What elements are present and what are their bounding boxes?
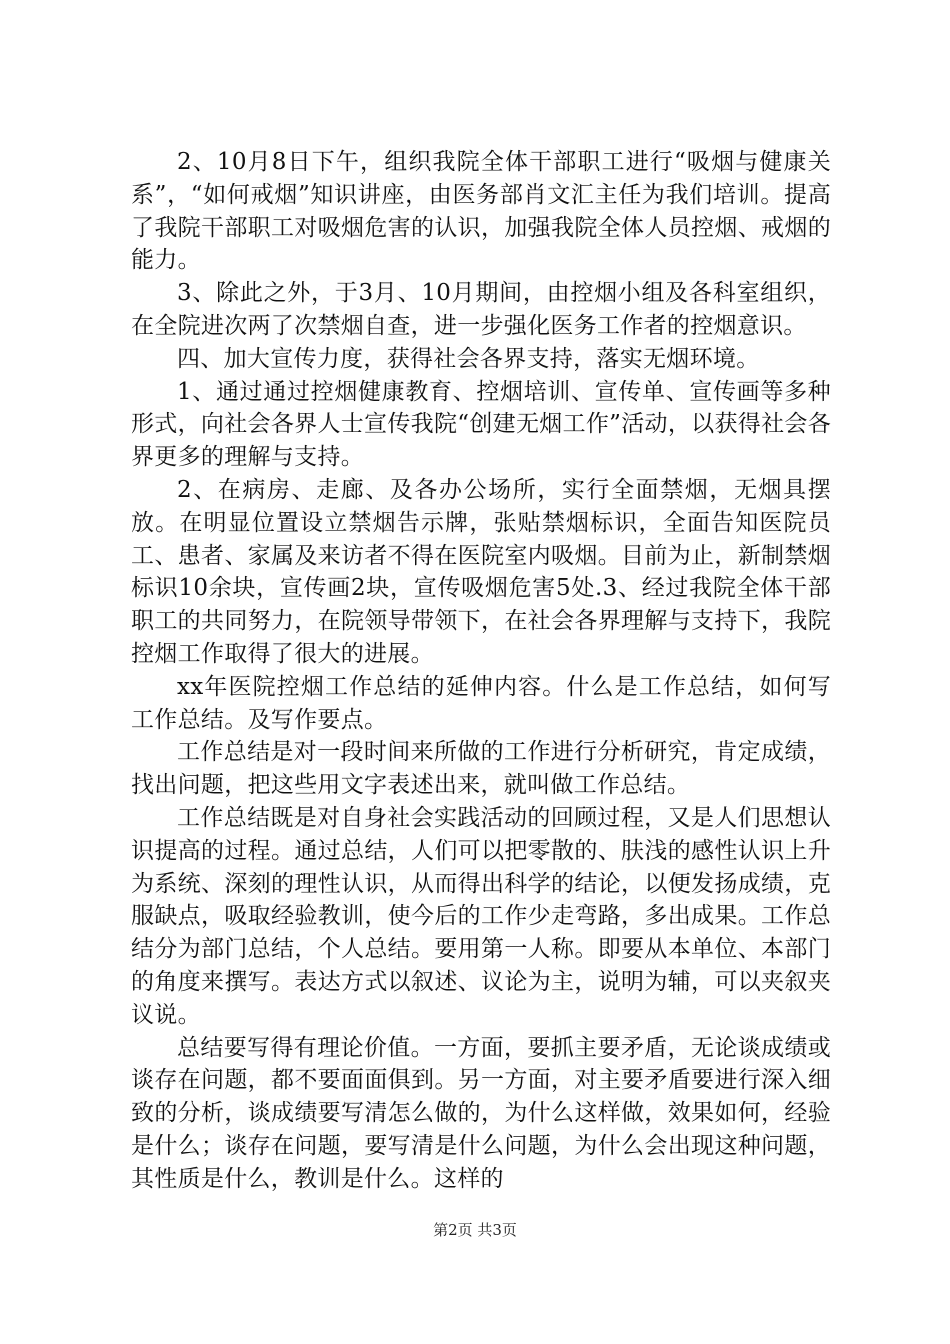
- paragraph-self-inspection: 3、除此之外，于3月、10月期间，由控烟小组及各科室组织，在全院进次两了次禁烟自查，进一步强化医务工作者的控烟意识。: [131, 280, 831, 339]
- paragraph-summary-theory: 总结要写得有理论价值。一方面，要抓主要矛盾，无论谈成绩或谈存在问题，都不要面面俱到。另一方面，对主要矛盾要进行深入细致的分析，谈成绩要写清怎么做的，为什么这样做，效果如何，经验是什么；谈存在问题，要写清是什么问题，为什么会出现这种问题，其性质是什么，教训是什么。这样的: [131, 1034, 831, 1192]
- paragraph-extension-intro: xx年医院控烟工作总结的延伸内容。什么是工作总结，如何写工作总结。及写作要点。: [131, 673, 831, 733]
- paragraph-smoking-ban: 2、在病房、走廊、及各办公场所，实行全面禁烟，无烟具摆放。在明显位置设立禁烟告示牌，张贴禁烟标识，全面告知医院员工、患者、家属及来访者不得在医院室内吸烟。目前为止，新制禁烟标识10余块，宣传画2块，宣传吸烟危害5处.3、经过我院全体干部职工的共同努力，在院领导带领下，在社会各界理解与支持下，我院控烟工作取得了很大的进展。: [131, 476, 831, 667]
- document-body: [131, 146, 831, 1196]
- paragraph-training-lecture: 2、10月8日下午，组织我院全体干部职工进行“吸烟与健康关系”，“如何戒烟”知识讲座，由医务部肖文汇主任为我们培训。提高了我院干部职工对吸烟危害的认识，加强我院全体人员控烟、戒烟的能力。: [131, 149, 831, 274]
- paragraph-summary-definition: 工作总结是对一段时间来所做的工作进行分析研究，肯定成绩，找出问题，把这些用文字表述出来，就叫做工作总结。: [131, 739, 831, 799]
- page-footer: 第2页 共3页: [433, 1221, 517, 1239]
- section-heading-publicity: 四、加大宣传力度，获得社会各界支持，落实无烟环境。: [177, 345, 760, 372]
- paragraph-health-education: 1、通过通过控烟健康教育、控烟培训、宣传单、宣传画等多种形式，向社会各界人士宣传我院“创建无烟工作”活动，以获得社会各界更多的理解与支持。: [131, 378, 831, 471]
- paragraph-summary-purpose: 工作总结既是对自身社会实践活动的回顾过程，又是人们思想认识提高的过程。通过总结，人们可以把零散的、肤浅的感性认识上升为系统、深刻的理性认识，从而得出科学的结论，以便发扬成绩，克服缺点，吸取经验教训，使今后的工作少走弯路，多出成果。工作总结分为部门总结，个人总结。要用第一人称。即要从本单位、本部门的角度来撰写。表达方式以叙述、议论为主，说明为辅，可以夹叙夹议说。: [131, 804, 831, 1028]
